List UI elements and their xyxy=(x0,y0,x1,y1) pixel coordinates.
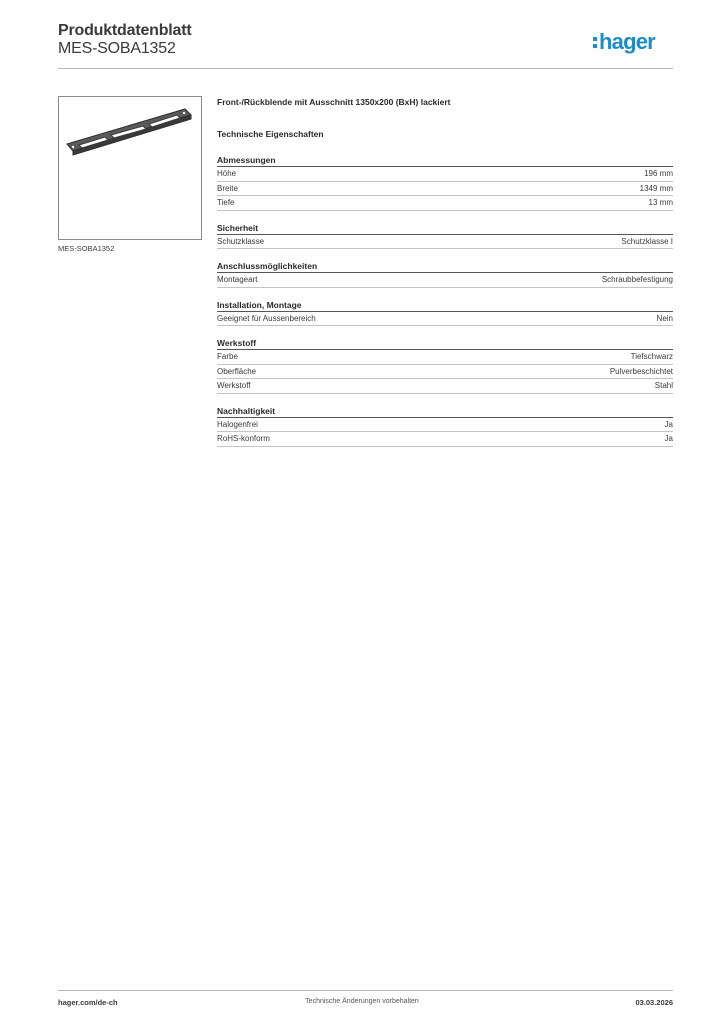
property-row xyxy=(217,379,673,394)
property-row xyxy=(217,350,673,365)
section-title: Abmessungen xyxy=(217,155,673,167)
footer-divider xyxy=(58,990,673,991)
property-row xyxy=(217,312,673,327)
property-value: Stahl xyxy=(654,381,673,391)
property-label: Werkstoff xyxy=(217,381,251,391)
property-row xyxy=(217,273,673,288)
product-image xyxy=(58,96,202,240)
property-label: Montageart xyxy=(217,275,258,285)
property-label: Oberfläche xyxy=(217,366,257,376)
property-label: Schutzklasse xyxy=(217,236,265,246)
property-value: Schraubbefestigung xyxy=(601,275,673,285)
section-sicherheit xyxy=(217,223,673,250)
product-image-caption: MES-SOBA1352 xyxy=(58,244,115,253)
property-row xyxy=(217,365,673,380)
property-value: Nein xyxy=(656,313,673,323)
property-label: RoHS-konform xyxy=(217,434,270,444)
logo-text: hager xyxy=(599,29,655,54)
footer-website-link[interactable]: hager.com/de-ch xyxy=(58,998,118,1007)
section-title: Installation, Montage xyxy=(217,300,673,312)
property-label: Breite xyxy=(217,183,238,193)
property-value: Pulverbeschichtet xyxy=(609,366,673,376)
footer-notice: Technische Änderungen vorbehalten xyxy=(305,998,419,1005)
section-title: Nachhaltigkeit xyxy=(217,406,673,418)
section-title: Werkstoff xyxy=(217,338,673,350)
property-row xyxy=(217,167,673,182)
section-installation-montage xyxy=(217,300,673,327)
product-details xyxy=(217,97,673,447)
section-title: Anschlussmöglichkeiten xyxy=(217,261,673,273)
property-row xyxy=(217,182,673,197)
property-row xyxy=(217,432,673,447)
document-subtitle: MES-SOBA1352 xyxy=(58,40,176,57)
section-anschlussmoeglichkeiten xyxy=(217,261,673,288)
section-abmessungen xyxy=(217,155,673,211)
property-label: Halogenfrei xyxy=(217,419,258,429)
footer-date: 03.03.2026 xyxy=(635,998,673,1007)
header-divider xyxy=(58,68,673,69)
property-value: Tiefschwarz xyxy=(630,352,673,362)
property-row xyxy=(217,196,673,211)
front-panel-plate-icon xyxy=(59,97,201,239)
section-nachhaltigkeit xyxy=(217,406,673,447)
property-value: Ja xyxy=(664,434,673,444)
property-value: Schutzklasse I xyxy=(621,236,673,246)
document-title: Produktdatenblatt xyxy=(58,22,192,39)
property-label: Geeignet für Aussenbereich xyxy=(217,313,316,323)
property-label: Höhe xyxy=(217,169,237,179)
section-werkstoff xyxy=(217,338,673,394)
property-row xyxy=(217,235,673,250)
product-description: Front-/Rückblende mit Ausschnitt 1350x200 (BxH) lackiert xyxy=(217,97,451,107)
property-label: Tiefe xyxy=(217,198,235,208)
property-value: Ja xyxy=(664,419,673,429)
document-header xyxy=(58,22,673,70)
property-value: 1349 mm xyxy=(639,183,673,193)
property-label: Farbe xyxy=(217,352,238,362)
hager-logo xyxy=(593,29,673,55)
property-value: 196 mm xyxy=(644,169,673,179)
technical-properties-heading: Technische Eigenschaften xyxy=(217,129,324,139)
section-title: Sicherheit xyxy=(217,223,673,235)
property-row xyxy=(217,418,673,433)
property-value: 13 mm xyxy=(648,198,673,208)
